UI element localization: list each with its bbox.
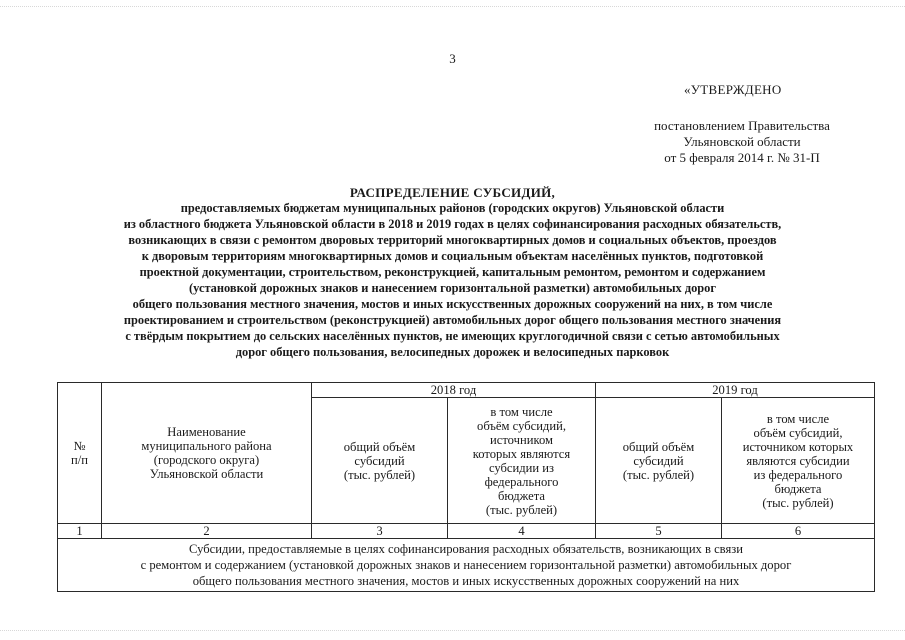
decree-line-1: постановлением Правительства <box>654 118 830 133</box>
subtitle-line: возникающих в связи с ремонтом дворовых территорий многоквартирных домов и социальных объектов, проездов <box>128 233 777 247</box>
column-number: 4 <box>448 524 596 539</box>
subtitle-line: с твёрдым покрытием до сельских населённых пунктов, не имеющих круглогодичной связи с сетью автомобильных <box>125 329 780 343</box>
section-heading: Субсидии, предоставляемые в целях софинансирования расходных обязательств, возникающих в связи с ремонтом и содержанием (установкой дорожных знаков и нанесением горизонтальной разметки) автомобильных дорог общего пользования местного значения, мостов и иных искусственных дорожных сооружений на них <box>58 539 875 592</box>
subtitle-line: (установкой дорожных знаков и нанесением горизонтальной разметки) автомобильных дорог <box>189 281 716 295</box>
subtitle-line: к дворовым территориям многоквартирных домов и социальным объектам населённых пунктов, подготовкой <box>141 249 764 263</box>
subsidy-table <box>57 382 875 592</box>
column-number: 2 <box>102 524 312 539</box>
header-total-2019: общий объём субсидий (тыс. рублей) <box>596 398 722 524</box>
scan-edge-bottom <box>0 630 905 635</box>
scan-edge-top <box>0 6 905 11</box>
header-total-2018: общий объём субсидий (тыс. рублей) <box>312 398 448 524</box>
document-subtitle <box>55 200 850 360</box>
decree-reference <box>612 118 872 166</box>
subtitle-line: проектированием и строительством (реконструкцией) автомобильных дорог общего пользования местного значения <box>123 313 782 327</box>
header-year-2018: 2018 год <box>312 383 596 398</box>
table-section-row <box>58 539 875 592</box>
subtitle-line: предоставляемых бюджетам муниципальных районов (городских округов) Ульяновской области <box>180 201 725 215</box>
decree-line-3: от 5 февраля 2014 г. № 31-П <box>664 150 820 165</box>
subtitle-line: общего пользования местного значения, мостов и иных искусственных дорожных сооружений на них, в том числе <box>132 297 773 311</box>
column-number: 5 <box>596 524 722 539</box>
decree-line-2: Ульяновской области <box>683 134 801 149</box>
subtitle-line: проектной документации, строительством, реконструкцией, капитальным ремонтом, ремонтом и содержанием <box>139 265 766 279</box>
page-number: 3 <box>449 51 456 66</box>
header-district-name: Наименование муниципального района (городского округа) Ульяновской области <box>102 383 312 524</box>
subtitle-line: дорог общего пользования, велосипедных дорожек и велосипедных парковок <box>235 345 670 359</box>
column-number: 1 <box>58 524 102 539</box>
table-header-years <box>58 383 875 398</box>
header-year-2019: 2019 год <box>596 383 875 398</box>
approval-stamp-text: «УТВЕРЖДЕНО <box>684 82 782 97</box>
table-column-numbers <box>58 524 875 539</box>
document-title: РАСПРЕДЕЛЕНИЕ СУБСИДИЙ, <box>349 185 556 200</box>
header-federal-2018: в том числе объём субсидий, источником которых являются субсидии из федерального бюджета (тыс. рублей) <box>448 398 596 524</box>
subtitle-line: из областного бюджета Ульяновской области в 2018 и 2019 годах в целях софинансирования расходных обязательств, <box>123 217 782 231</box>
column-number: 3 <box>312 524 448 539</box>
column-number: 6 <box>722 524 875 539</box>
header-federal-2019: в том числе объём субсидий, источником которых являются субсидии из федерального бюджета (тыс. рублей) <box>722 398 875 524</box>
header-row-number: № п/п <box>58 383 102 524</box>
